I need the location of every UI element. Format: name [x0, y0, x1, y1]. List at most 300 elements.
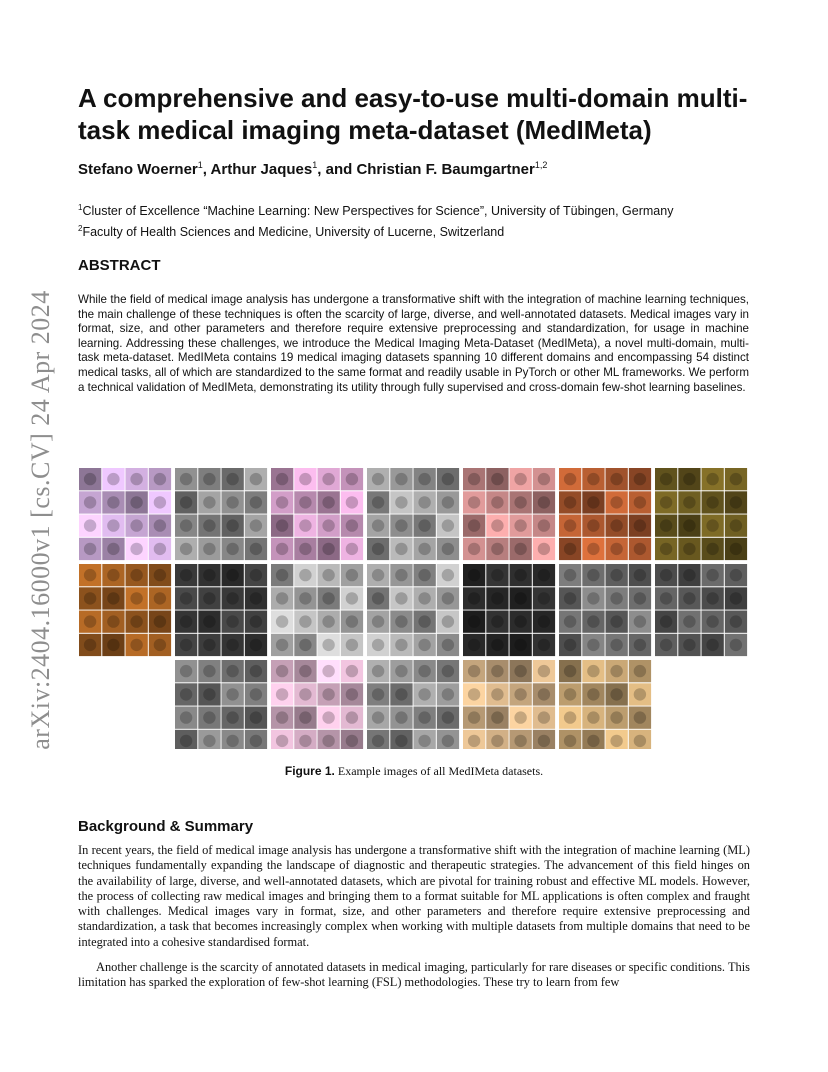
- dataset-example-panel: [655, 564, 747, 656]
- dataset-example-panel: [271, 468, 363, 560]
- thumbnail-feature: [564, 569, 576, 581]
- thumbnail-feature: [203, 496, 215, 508]
- thumbnail-feature: [610, 592, 622, 604]
- thumbnail-feature: [322, 639, 334, 651]
- thumbnail-feature: [538, 711, 550, 723]
- thumbnail-feature: [299, 543, 311, 555]
- affiliation-text: Faculty of Health Sciences and Medicine, University of Lucerne, Switzerland: [82, 225, 505, 240]
- author-name: Christian F. Baumgartner: [356, 161, 535, 178]
- thumbnail-feature: [84, 473, 96, 485]
- thumbnail-feature: [468, 473, 480, 485]
- thumbnail-feature: [180, 592, 192, 604]
- thumbnail-feature: [107, 496, 119, 508]
- dataset-example-panel: [559, 660, 651, 749]
- thumbnail-feature: [299, 473, 311, 485]
- author-list: [78, 160, 547, 178]
- thumbnail-feature: [418, 592, 430, 604]
- thumbnail-feature: [418, 519, 430, 531]
- affiliations: [78, 199, 673, 241]
- thumbnail-feature: [610, 569, 622, 581]
- thumbnail-feature: [226, 615, 238, 627]
- thumbnail-feature: [634, 543, 646, 555]
- thumbnail-feature: [514, 711, 526, 723]
- thumbnail-feature: [299, 735, 311, 747]
- thumbnail-feature: [442, 592, 454, 604]
- thumbnail-feature: [180, 711, 192, 723]
- section-heading: Background & Summary: [78, 818, 254, 835]
- thumbnail-feature: [683, 473, 695, 485]
- thumbnail-feature: [372, 496, 384, 508]
- thumbnail-feature: [538, 665, 550, 677]
- thumbnail-feature: [84, 592, 96, 604]
- thumbnail-feature: [564, 473, 576, 485]
- thumbnail-feature: [203, 473, 215, 485]
- thumbnail-feature: [203, 519, 215, 531]
- author-separator: ,: [202, 161, 211, 178]
- thumbnail-feature: [706, 519, 718, 531]
- thumbnail-feature: [442, 496, 454, 508]
- thumbnail-feature: [634, 592, 646, 604]
- thumbnail-feature: [418, 496, 430, 508]
- thumbnail-feature: [250, 665, 262, 677]
- arxiv-identifier-stamp: arXiv:2404.16000v1 [cs.CV] 24 Apr 2024: [26, 290, 55, 750]
- thumbnail-feature: [276, 569, 288, 581]
- thumbnail-feature: [107, 615, 119, 627]
- dataset-example-panel: [367, 468, 459, 560]
- thumbnail-feature: [587, 639, 599, 651]
- author-affiliation-mark: 1,2: [534, 160, 548, 170]
- thumbnail-feature: [250, 735, 262, 747]
- thumbnail-feature: [442, 519, 454, 531]
- thumbnail-feature: [634, 496, 646, 508]
- thumbnail-feature: [372, 665, 384, 677]
- thumbnail-feature: [130, 496, 142, 508]
- thumbnail-feature: [346, 569, 358, 581]
- thumbnail-feature: [683, 592, 695, 604]
- thumbnail-feature: [322, 519, 334, 531]
- thumbnail-feature: [538, 735, 550, 747]
- thumbnail-feature: [203, 711, 215, 723]
- thumbnail-feature: [250, 473, 262, 485]
- thumbnail-feature: [418, 639, 430, 651]
- thumbnail-feature: [468, 519, 480, 531]
- thumbnail-feature: [203, 639, 215, 651]
- thumbnail-feature: [564, 688, 576, 700]
- thumbnail-feature: [491, 639, 503, 651]
- dataset-example-panel: [463, 564, 555, 656]
- thumbnail-feature: [683, 639, 695, 651]
- thumbnail-feature: [372, 592, 384, 604]
- thumbnail-feature: [276, 473, 288, 485]
- affiliation-text: Cluster of Excellence “Machine Learning: New Perspectives for Science”, University of Tübingen, Germany: [82, 204, 674, 219]
- thumbnail-feature: [154, 496, 166, 508]
- thumbnail-feature: [587, 711, 599, 723]
- thumbnail-feature: [514, 519, 526, 531]
- thumbnail-feature: [468, 711, 480, 723]
- thumbnail-feature: [514, 543, 526, 555]
- affiliation-line: [78, 199, 673, 220]
- thumbnail-feature: [395, 615, 407, 627]
- thumbnail-feature: [395, 569, 407, 581]
- thumbnail-feature: [468, 592, 480, 604]
- thumbnail-feature: [395, 735, 407, 747]
- thumbnail-feature: [322, 592, 334, 604]
- thumbnail-feature: [130, 519, 142, 531]
- thumbnail-feature: [154, 543, 166, 555]
- affiliation-number: 2: [78, 224, 83, 234]
- thumbnail-feature: [634, 688, 646, 700]
- thumbnail-feature: [180, 569, 192, 581]
- thumbnail-feature: [130, 543, 142, 555]
- thumbnail-feature: [130, 615, 142, 627]
- thumbnail-feature: [346, 615, 358, 627]
- thumbnail-feature: [107, 639, 119, 651]
- thumbnail-feature: [491, 519, 503, 531]
- thumbnail-feature: [226, 639, 238, 651]
- thumbnail-feature: [226, 473, 238, 485]
- thumbnail-feature: [226, 735, 238, 747]
- thumbnail-feature: [514, 639, 526, 651]
- thumbnail-feature: [299, 639, 311, 651]
- thumbnail-feature: [610, 688, 622, 700]
- thumbnail-feature: [372, 473, 384, 485]
- thumbnail-feature: [514, 569, 526, 581]
- thumbnail-feature: [468, 543, 480, 555]
- thumbnail-feature: [84, 519, 96, 531]
- body-paragraph: In recent years, the field of medical image analysis has undergone a transformative shift with the integration of machine learning (ML) techniques fundamentally expanding the landscape of diagnostic and therapeutic strategies. The advancement of this field hinges on the availability of large, diverse, and well-annotated datasets, which are pivotal for training robust and effective ML models. However, the process of collecting raw medical images and bringing them to a format suitable for ML applications is often complex and fraught with challenges. Medical images vary in format, size, and other parameters and therefore require extensive preprocessing and standardization, a task that becomes increasingly complex when working with multiple datasets from multiple domains that need to be integrated into a cohesive standardised format.: [78, 843, 750, 949]
- author-separator: , and: [317, 161, 357, 178]
- figure-caption: [0, 764, 828, 779]
- thumbnail-feature: [514, 473, 526, 485]
- thumbnail-feature: [203, 688, 215, 700]
- thumbnail-feature: [514, 592, 526, 604]
- thumbnail-feature: [564, 639, 576, 651]
- thumbnail-feature: [322, 496, 334, 508]
- thumbnail-feature: [395, 543, 407, 555]
- thumbnail-feature: [538, 543, 550, 555]
- thumbnail-feature: [538, 592, 550, 604]
- thumbnail-feature: [683, 543, 695, 555]
- thumbnail-feature: [468, 496, 480, 508]
- thumbnail-feature: [226, 711, 238, 723]
- thumbnail-feature: [564, 519, 576, 531]
- thumbnail-feature: [130, 592, 142, 604]
- thumbnail-feature: [203, 665, 215, 677]
- thumbnail-feature: [706, 569, 718, 581]
- thumbnail-feature: [395, 592, 407, 604]
- thumbnail-feature: [180, 496, 192, 508]
- thumbnail-feature: [706, 592, 718, 604]
- thumbnail-feature: [491, 615, 503, 627]
- thumbnail-feature: [180, 665, 192, 677]
- thumbnail-feature: [372, 615, 384, 627]
- thumbnail-feature: [250, 519, 262, 531]
- thumbnail-feature: [564, 496, 576, 508]
- thumbnail-feature: [706, 615, 718, 627]
- thumbnail-feature: [491, 735, 503, 747]
- thumbnail-feature: [226, 688, 238, 700]
- thumbnail-feature: [730, 496, 742, 508]
- thumbnail-feature: [564, 592, 576, 604]
- thumbnail-feature: [418, 473, 430, 485]
- thumbnail-feature: [346, 543, 358, 555]
- affiliation-line: [78, 220, 673, 241]
- thumbnail-feature: [683, 519, 695, 531]
- thumbnail-feature: [154, 615, 166, 627]
- dataset-example-panel: [271, 564, 363, 656]
- thumbnail-feature: [250, 543, 262, 555]
- thumbnail-feature: [395, 711, 407, 723]
- thumbnail-feature: [587, 519, 599, 531]
- thumbnail-feature: [276, 665, 288, 677]
- thumbnail-feature: [491, 473, 503, 485]
- author-affiliation-mark: 1: [197, 160, 203, 170]
- thumbnail-feature: [322, 615, 334, 627]
- thumbnail-feature: [250, 569, 262, 581]
- thumbnail-feature: [468, 569, 480, 581]
- thumbnail-feature: [418, 735, 430, 747]
- thumbnail-feature: [250, 639, 262, 651]
- thumbnail-feature: [84, 496, 96, 508]
- thumbnail-feature: [107, 569, 119, 581]
- thumbnail-feature: [84, 569, 96, 581]
- thumbnail-feature: [226, 592, 238, 604]
- thumbnail-feature: [418, 615, 430, 627]
- thumbnail-feature: [538, 496, 550, 508]
- thumbnail-feature: [276, 711, 288, 723]
- thumbnail-feature: [538, 688, 550, 700]
- thumbnail-feature: [468, 665, 480, 677]
- thumbnail-feature: [226, 496, 238, 508]
- thumbnail-feature: [276, 592, 288, 604]
- thumbnail-feature: [660, 473, 672, 485]
- thumbnail-feature: [660, 592, 672, 604]
- thumbnail-feature: [491, 543, 503, 555]
- thumbnail-feature: [130, 569, 142, 581]
- thumbnail-feature: [634, 735, 646, 747]
- thumbnail-feature: [130, 473, 142, 485]
- thumbnail-feature: [322, 569, 334, 581]
- thumbnail-feature: [299, 496, 311, 508]
- thumbnail-feature: [634, 639, 646, 651]
- thumbnail-feature: [395, 473, 407, 485]
- thumbnail-feature: [203, 543, 215, 555]
- thumbnail-feature: [564, 711, 576, 723]
- thumbnail-feature: [610, 519, 622, 531]
- thumbnail-feature: [660, 543, 672, 555]
- thumbnail-feature: [276, 519, 288, 531]
- thumbnail-feature: [276, 735, 288, 747]
- author-name: Stefano Woerner: [78, 161, 198, 178]
- thumbnail-feature: [564, 543, 576, 555]
- thumbnail-feature: [372, 688, 384, 700]
- thumbnail-feature: [514, 496, 526, 508]
- dataset-example-panel: [79, 564, 171, 656]
- thumbnail-feature: [346, 688, 358, 700]
- thumbnail-feature: [418, 688, 430, 700]
- dataset-example-panel: [655, 468, 747, 560]
- thumbnail-feature: [180, 473, 192, 485]
- thumbnail-feature: [180, 519, 192, 531]
- thumbnail-feature: [587, 735, 599, 747]
- author-affiliation-mark: 1: [312, 160, 318, 170]
- thumbnail-feature: [564, 665, 576, 677]
- dataset-example-panel: [175, 660, 267, 749]
- thumbnail-feature: [442, 688, 454, 700]
- thumbnail-feature: [299, 688, 311, 700]
- thumbnail-feature: [372, 711, 384, 723]
- thumbnail-feature: [706, 543, 718, 555]
- thumbnail-feature: [634, 665, 646, 677]
- thumbnail-feature: [203, 592, 215, 604]
- thumbnail-feature: [107, 543, 119, 555]
- thumbnail-feature: [660, 519, 672, 531]
- thumbnail-feature: [322, 735, 334, 747]
- thumbnail-feature: [730, 592, 742, 604]
- thumbnail-feature: [346, 473, 358, 485]
- thumbnail-feature: [634, 569, 646, 581]
- thumbnail-feature: [468, 688, 480, 700]
- figure-mosaic: [78, 467, 751, 749]
- thumbnail-feature: [154, 519, 166, 531]
- thumbnail-feature: [372, 735, 384, 747]
- figure-label: Figure 1.: [284, 764, 335, 778]
- thumbnail-feature: [634, 615, 646, 627]
- thumbnail-feature: [180, 543, 192, 555]
- thumbnail-feature: [610, 496, 622, 508]
- thumbnail-feature: [346, 665, 358, 677]
- example-images-figure: [78, 467, 751, 749]
- thumbnail-feature: [372, 519, 384, 531]
- thumbnail-feature: [299, 711, 311, 723]
- thumbnail-feature: [634, 519, 646, 531]
- abstract-text: While the field of medical image analysis has undergone a transformative shift with the integration of machine learning techniques, the main challenge of these techniques is often the scarcity of large, diverse, and well-annotated datasets. Medical images vary in format, size, and other parameters and therefore require extensive preprocessing and standardization, for usage in machine learning. Addressing these challenges, we introduce the Medical Imaging Meta-Dataset (MedIMeta), a novel multi-domain, multi-task meta-dataset. MedIMeta contains 19 medical imaging datasets spanning 10 different domains and encompassing 54 distinct medical tasks, all of which are standardized to the same format and readily usable in PyTorch or other ML frameworks. We perform a technical validation of MedIMeta, demonstrating its utility through fully supervised and cross-domain few-shot learning baselines.: [78, 293, 749, 394]
- thumbnail-feature: [730, 473, 742, 485]
- thumbnail-feature: [418, 569, 430, 581]
- thumbnail-feature: [442, 473, 454, 485]
- thumbnail-feature: [610, 543, 622, 555]
- thumbnail-feature: [299, 665, 311, 677]
- thumbnail-feature: [587, 569, 599, 581]
- figure-caption-text: Example images of all MedIMeta datasets.: [337, 764, 544, 778]
- abstract-heading: ABSTRACT: [78, 257, 161, 274]
- thumbnail-feature: [491, 592, 503, 604]
- thumbnail-feature: [660, 496, 672, 508]
- thumbnail-feature: [442, 711, 454, 723]
- thumbnail-feature: [250, 615, 262, 627]
- thumbnail-feature: [226, 543, 238, 555]
- thumbnail-feature: [107, 473, 119, 485]
- thumbnail-feature: [587, 473, 599, 485]
- body-paragraph: Another challenge is the scarcity of annotated datasets in medical imaging, particularly for rare diseases or specific conditions. This limitation has sparked the exploration of few-shot learning (FSL) methodologies. These try to learn from few: [78, 960, 750, 990]
- thumbnail-feature: [587, 543, 599, 555]
- thumbnail-feature: [564, 735, 576, 747]
- thumbnail-feature: [514, 665, 526, 677]
- thumbnail-feature: [610, 665, 622, 677]
- thumbnail-feature: [203, 735, 215, 747]
- thumbnail-feature: [706, 496, 718, 508]
- thumbnail-feature: [683, 615, 695, 627]
- thumbnail-feature: [154, 473, 166, 485]
- thumbnail-feature: [634, 473, 646, 485]
- thumbnail-feature: [180, 615, 192, 627]
- paper-title: A comprehensive and easy-to-use multi-domain multi-task medical imaging meta-dataset (MedIMeta): [78, 83, 748, 145]
- thumbnail-feature: [442, 543, 454, 555]
- thumbnail-feature: [730, 569, 742, 581]
- thumbnail-feature: [226, 665, 238, 677]
- thumbnail-feature: [226, 569, 238, 581]
- thumbnail-feature: [299, 592, 311, 604]
- dataset-example-panel: [463, 468, 555, 560]
- thumbnail-feature: [683, 569, 695, 581]
- thumbnail-feature: [660, 569, 672, 581]
- thumbnail-feature: [491, 711, 503, 723]
- thumbnail-feature: [610, 711, 622, 723]
- thumbnail-feature: [250, 711, 262, 723]
- thumbnail-feature: [514, 735, 526, 747]
- thumbnail-feature: [491, 688, 503, 700]
- thumbnail-feature: [180, 639, 192, 651]
- thumbnail-feature: [180, 688, 192, 700]
- thumbnail-feature: [587, 688, 599, 700]
- thumbnail-feature: [276, 496, 288, 508]
- thumbnail-feature: [276, 639, 288, 651]
- thumbnail-feature: [442, 735, 454, 747]
- thumbnail-feature: [730, 639, 742, 651]
- thumbnail-feature: [730, 519, 742, 531]
- thumbnail-feature: [203, 569, 215, 581]
- thumbnail-feature: [346, 592, 358, 604]
- thumbnail-feature: [730, 543, 742, 555]
- thumbnail-feature: [610, 735, 622, 747]
- thumbnail-feature: [538, 639, 550, 651]
- dataset-example-panel: [271, 660, 363, 749]
- thumbnail-feature: [395, 496, 407, 508]
- thumbnail-feature: [154, 592, 166, 604]
- dataset-example-panel: [463, 660, 555, 749]
- thumbnail-feature: [491, 665, 503, 677]
- thumbnail-feature: [107, 519, 119, 531]
- thumbnail-feature: [250, 688, 262, 700]
- thumbnail-feature: [299, 519, 311, 531]
- dataset-example-panel: [175, 564, 267, 656]
- thumbnail-feature: [538, 569, 550, 581]
- thumbnail-feature: [84, 543, 96, 555]
- thumbnail-feature: [418, 665, 430, 677]
- thumbnail-feature: [538, 615, 550, 627]
- thumbnail-feature: [299, 615, 311, 627]
- thumbnail-feature: [250, 592, 262, 604]
- thumbnail-feature: [395, 519, 407, 531]
- thumbnail-feature: [250, 496, 262, 508]
- thumbnail-feature: [372, 639, 384, 651]
- thumbnail-feature: [322, 711, 334, 723]
- affiliation-number: 1: [78, 203, 83, 212]
- thumbnail-feature: [346, 496, 358, 508]
- thumbnail-feature: [468, 639, 480, 651]
- thumbnail-feature: [395, 639, 407, 651]
- thumbnail-feature: [442, 639, 454, 651]
- thumbnail-feature: [683, 496, 695, 508]
- thumbnail-feature: [564, 615, 576, 627]
- thumbnail-feature: [276, 543, 288, 555]
- thumbnail-feature: [372, 569, 384, 581]
- thumbnail-feature: [372, 543, 384, 555]
- thumbnail-feature: [468, 735, 480, 747]
- thumbnail-feature: [346, 711, 358, 723]
- dataset-example-panel: [367, 660, 459, 749]
- thumbnail-feature: [514, 615, 526, 627]
